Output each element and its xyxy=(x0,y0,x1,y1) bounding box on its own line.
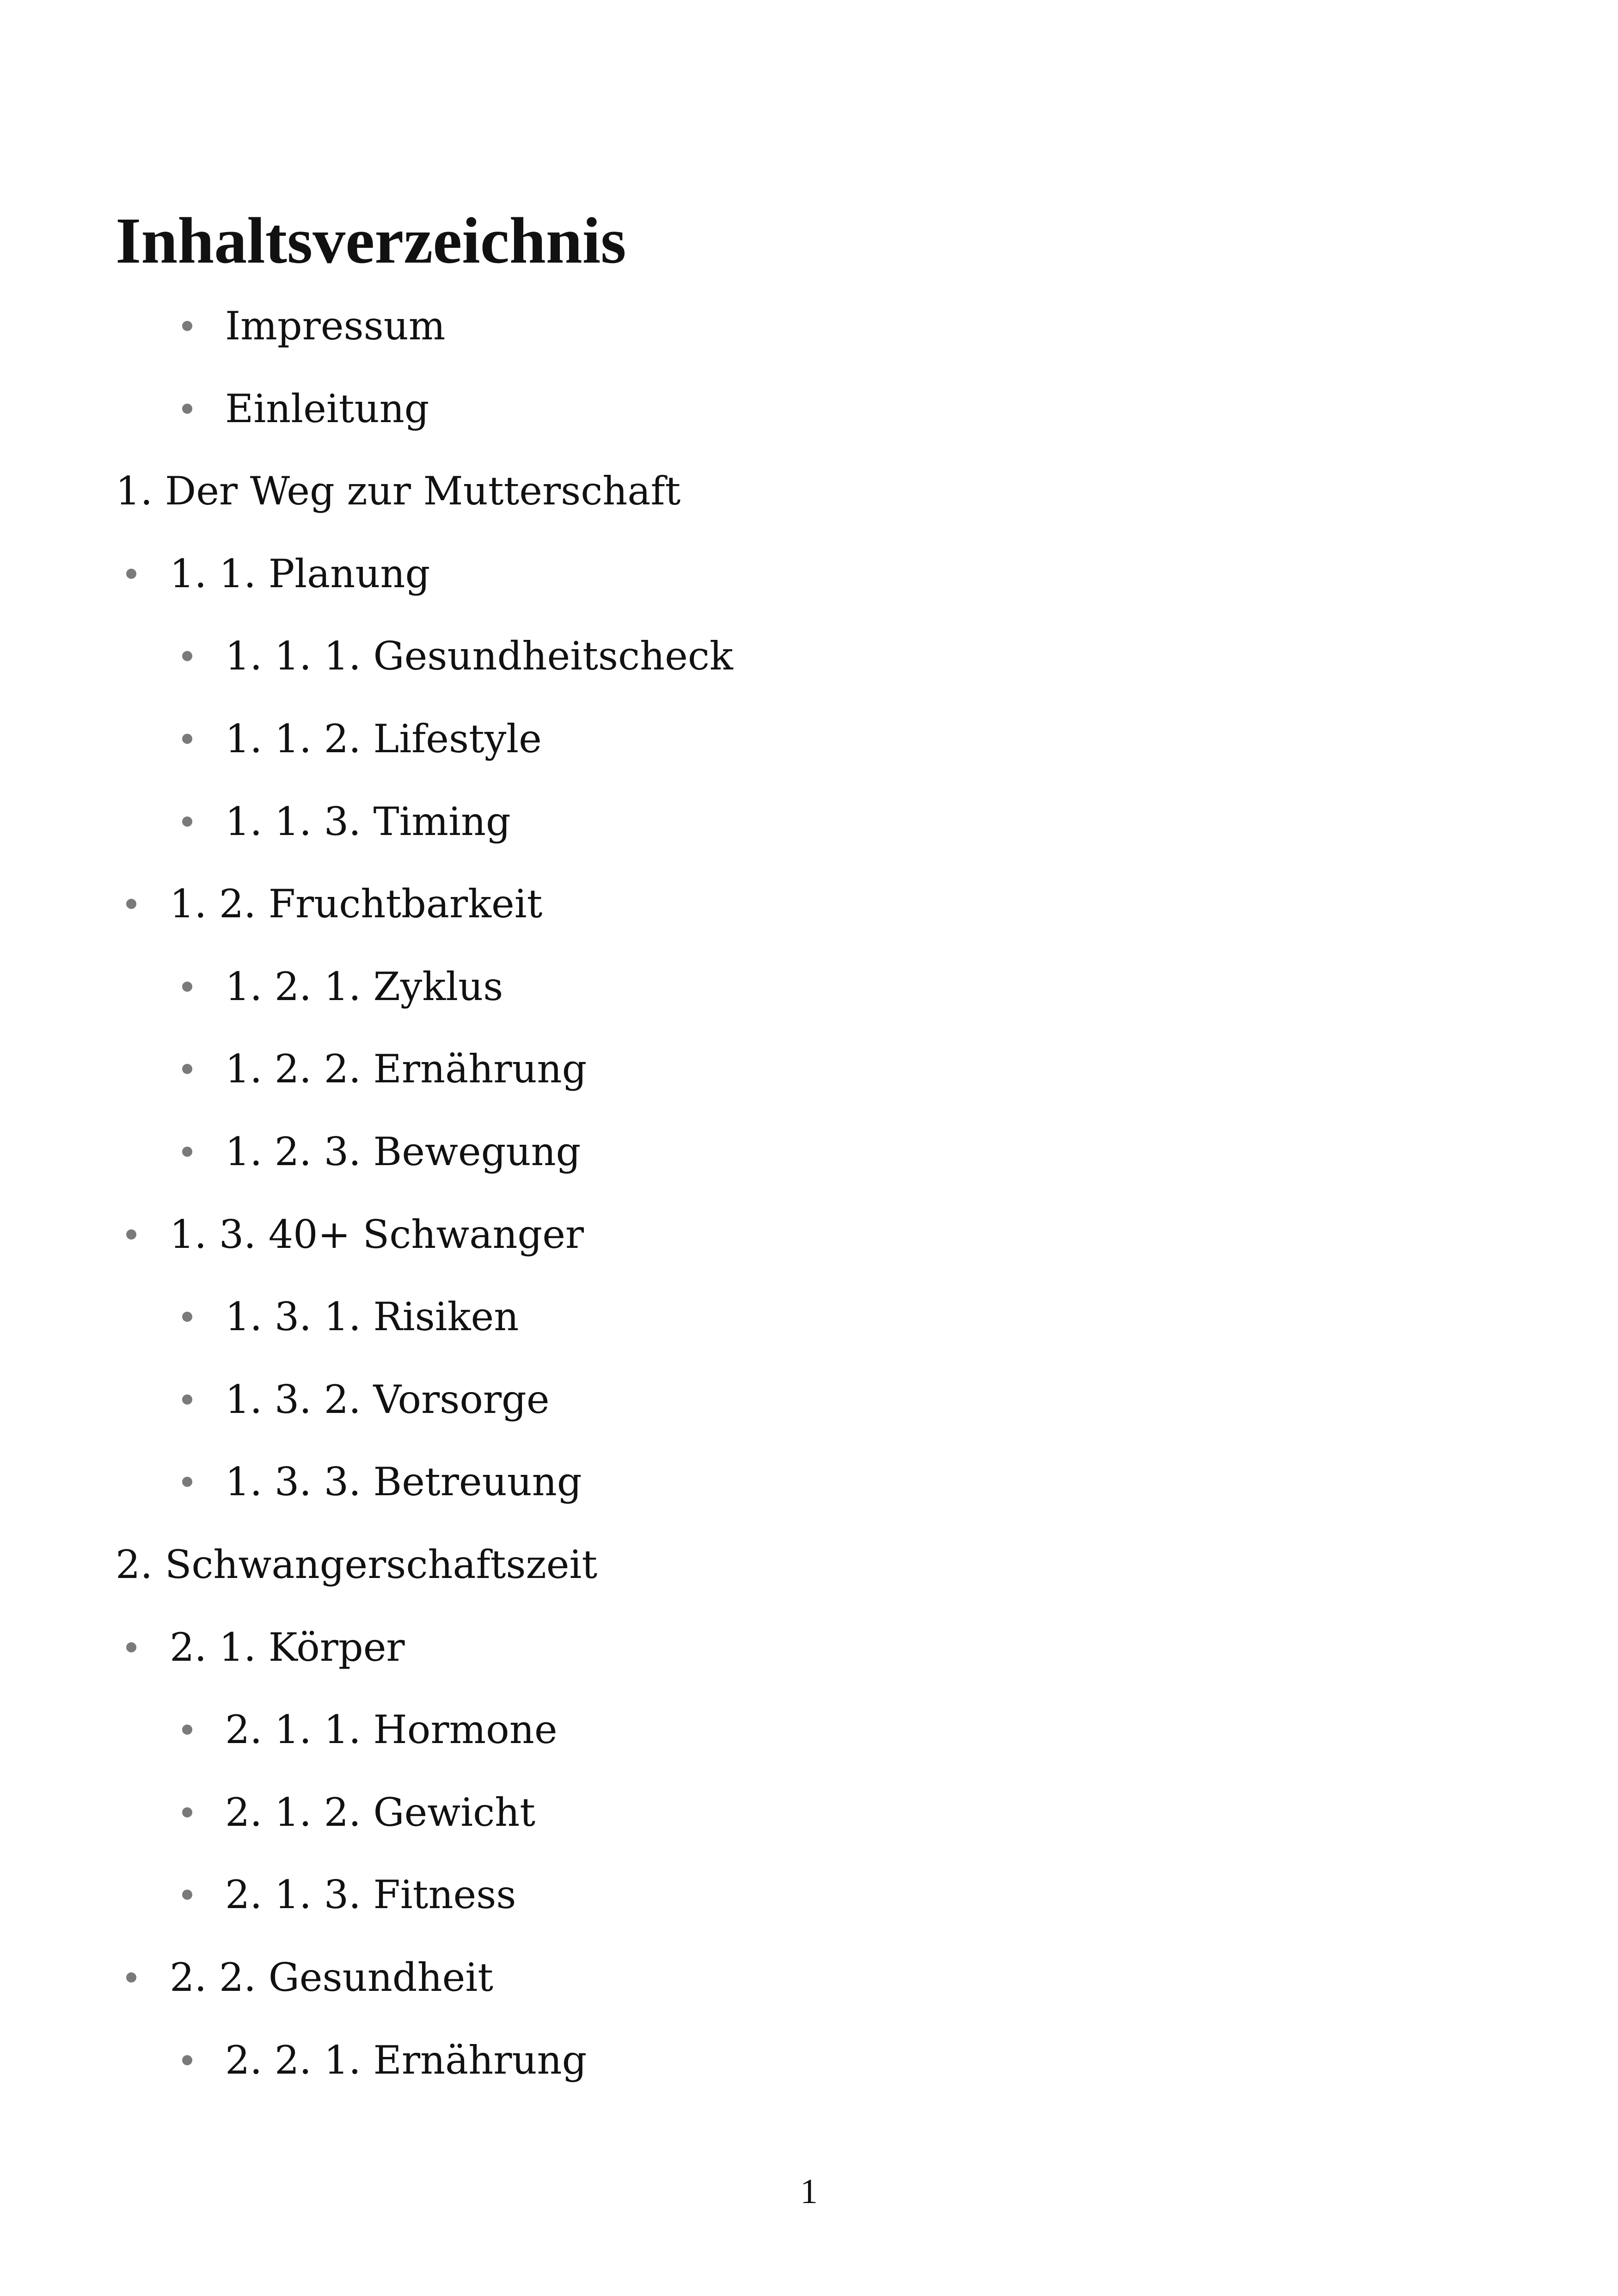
toc-entry[interactable] xyxy=(0,1936,1618,2019)
toc-entry[interactable] xyxy=(0,780,1618,863)
bullet-icon xyxy=(182,1725,192,1735)
toc-entry[interactable] xyxy=(0,862,1618,945)
toc-heading: Inhaltsverzeichnis xyxy=(116,204,626,277)
toc-entry[interactable] xyxy=(0,1853,1618,1936)
bullet-icon xyxy=(182,321,192,331)
toc-entry[interactable] xyxy=(0,1275,1618,1358)
toc-entry-label: 2. Schwangerschaftszeit xyxy=(116,1542,598,1587)
toc-entry-label: 1. Der Weg zur Mutterschaft xyxy=(116,468,681,514)
toc-entry-label: 1. 3. 2. Vorsorge xyxy=(225,1377,550,1422)
bullet-icon xyxy=(182,982,192,992)
toc-entry[interactable] xyxy=(0,1606,1618,1689)
bullet-icon xyxy=(182,1890,192,1900)
toc-entry-label: 1. 1. 3. Timing xyxy=(225,799,511,844)
bullet-icon xyxy=(182,1312,192,1322)
toc-entry-label: 2. 1. 2. Gewicht xyxy=(225,1790,536,1835)
toc-entry[interactable] xyxy=(0,1193,1618,1276)
bullet-icon xyxy=(182,734,192,744)
toc-entry-label: Einleitung xyxy=(225,386,429,431)
bullet-icon xyxy=(182,651,192,661)
toc-entry-label: 1. 2. Fruchtbarkeit xyxy=(170,881,543,927)
toc-entry-label: 2. 2. 1. Ernährung xyxy=(225,2038,587,2083)
bullet-icon xyxy=(182,2055,192,2065)
bullet-icon xyxy=(182,1064,192,1074)
bullet-icon xyxy=(126,1642,136,1652)
toc-entry-label: 1. 3. 40+ Schwanger xyxy=(170,1212,584,1257)
toc-entry[interactable] xyxy=(0,2019,1618,2102)
bullet-icon xyxy=(182,816,192,827)
bullet-icon xyxy=(182,404,192,414)
toc-entry-label: 1. 1. 1. Gesundheitscheck xyxy=(225,633,733,679)
page-number: 1 xyxy=(800,2172,818,2211)
toc-entry-label: 1. 1. 2. Lifestyle xyxy=(225,716,542,761)
toc-entry-label: 2. 1. 3. Fitness xyxy=(225,1872,516,1917)
toc-entry-label: 1. 2. 1. Zyklus xyxy=(225,964,503,1009)
toc-entry[interactable] xyxy=(0,1358,1618,1441)
toc-entry-label: 1. 3. 3. Betreuung xyxy=(225,1459,582,1504)
bullet-icon xyxy=(126,1229,136,1240)
toc-entry[interactable] xyxy=(0,1688,1618,1771)
toc-entry[interactable] xyxy=(0,614,1618,698)
toc-entry[interactable] xyxy=(0,1523,1618,1606)
toc-entry-label: 2. 1. Körper xyxy=(170,1625,405,1670)
bullet-icon xyxy=(182,1807,192,1817)
toc-entry[interactable] xyxy=(0,945,1618,1028)
toc-entry[interactable] xyxy=(0,367,1618,450)
toc-entry[interactable] xyxy=(0,1110,1618,1193)
toc-entry[interactable] xyxy=(0,1440,1618,1523)
bullet-icon xyxy=(126,899,136,909)
toc-entry-label: Impressum xyxy=(225,303,446,349)
toc-entry-label: 2. 2. Gesundheit xyxy=(170,1955,494,2000)
toc-entry[interactable] xyxy=(0,697,1618,780)
toc-entry-label: 1. 2. 2. Ernährung xyxy=(225,1046,587,1092)
bullet-icon xyxy=(126,1972,136,1983)
toc-entry-label: 1. 1. Planung xyxy=(170,551,430,596)
bullet-icon xyxy=(126,569,136,579)
bullet-icon xyxy=(182,1147,192,1157)
toc-entry-label: 1. 2. 3. Bewegung xyxy=(225,1129,581,1174)
toc-entry[interactable] xyxy=(0,284,1618,368)
toc-entry[interactable] xyxy=(0,1027,1618,1111)
bullet-icon xyxy=(182,1477,192,1487)
toc-entry[interactable] xyxy=(0,1771,1618,1854)
toc-entry[interactable] xyxy=(0,449,1618,533)
toc-entry-label: 2. 1. 1. Hormone xyxy=(225,1707,558,1752)
toc-entry[interactable] xyxy=(0,532,1618,615)
toc-entry-label: 1. 3. 1. Risiken xyxy=(225,1294,519,1339)
bullet-icon xyxy=(182,1394,192,1405)
